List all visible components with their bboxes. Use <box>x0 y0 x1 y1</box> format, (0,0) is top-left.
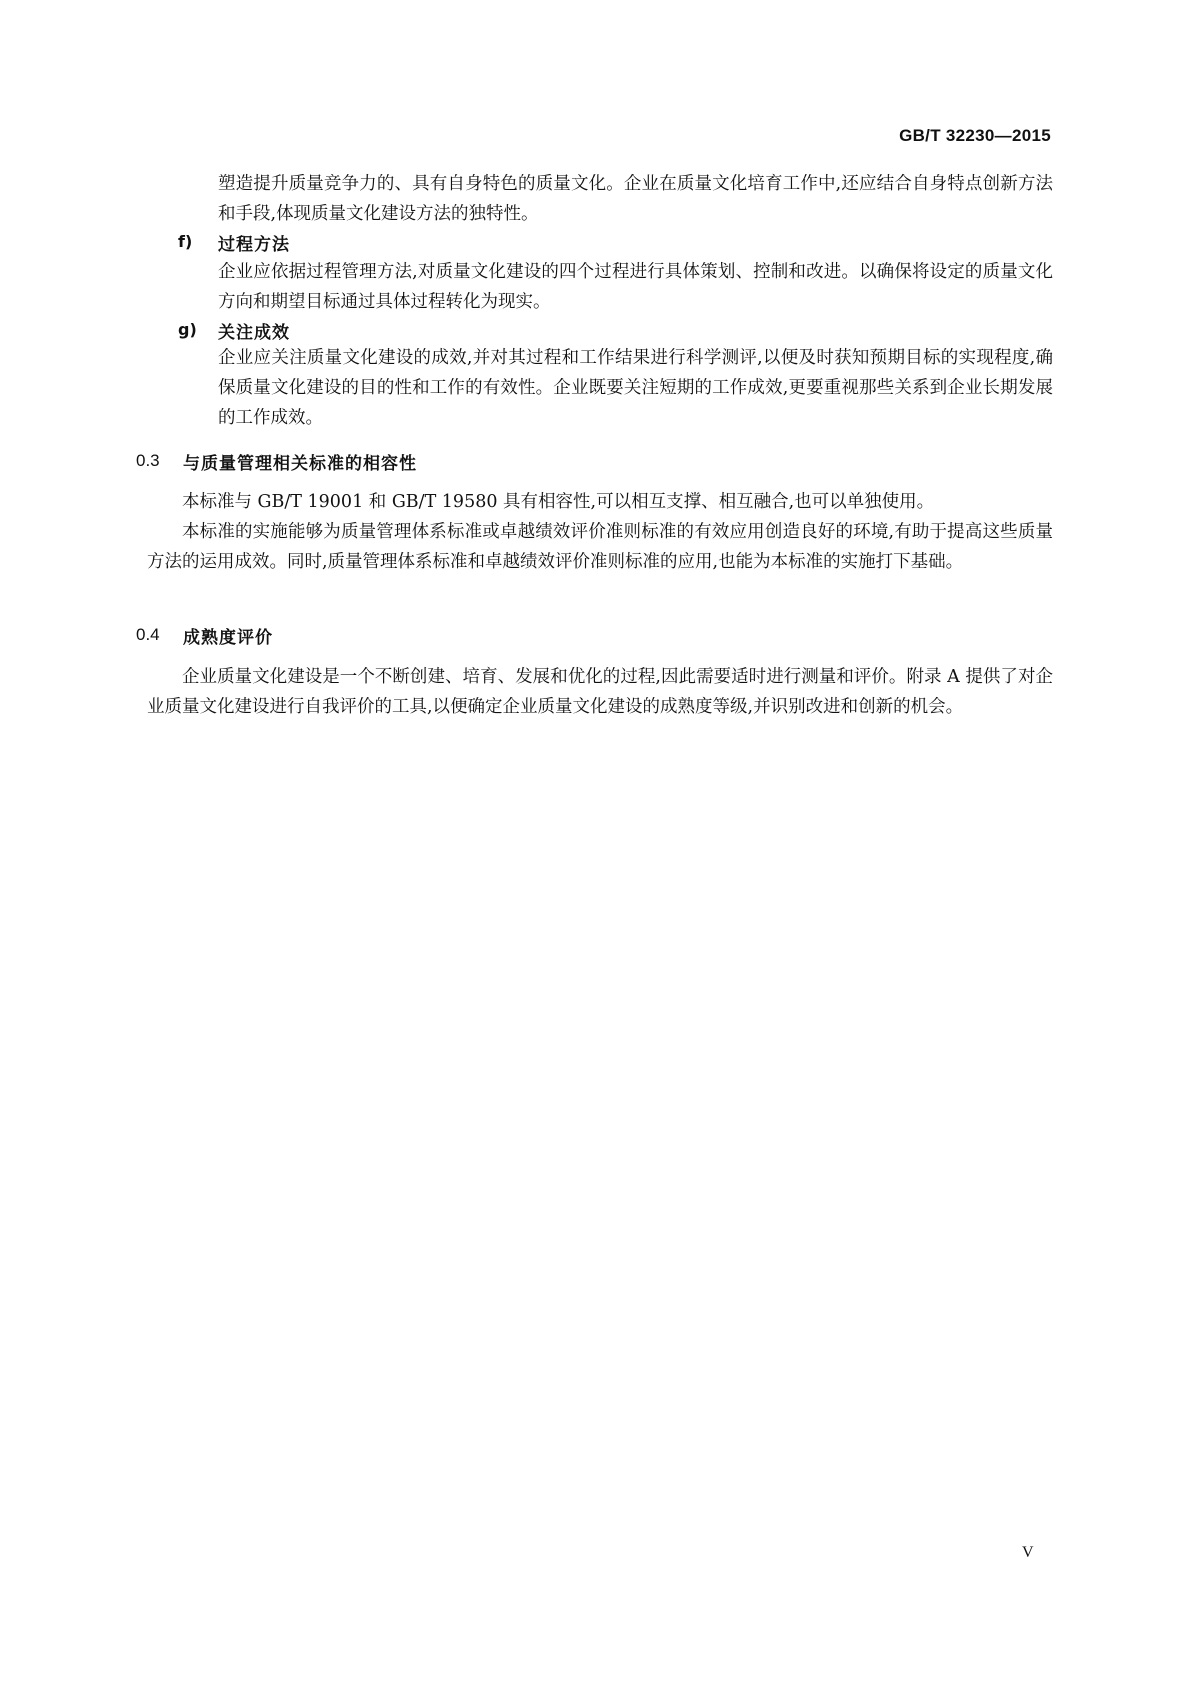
list-item-title-focus-on-results: 关注成效 <box>218 323 290 343</box>
list-item-label-f: f) <box>178 232 193 251</box>
section-0-3-paragraph-1: 本标准与 GB/T 19001 和 GB/T 19580 具有相容性,可以相互支撑、相互融合,也可以单独使用。 <box>182 492 935 512</box>
section-title-compatibility: 与质量管理相关标准的相容性 <box>183 454 417 474</box>
list-item-text-process-approach: 企业应依据过程管理方法,对质量文化建设的四个过程进行具体策划、控制和改进。以确保将设定的质量文化方向和期望目标通过具体过程转化为现实。 <box>218 262 1053 312</box>
section-0-3-paragraph-2: 本标准的实施能够为质量管理体系标准或卓越绩效评价准则标准的有效应用创造良好的环境,有助于提高这些质量方法的运用成效。同时,质量管理体系标准和卓越绩效评价准则标准的应用,也能为本标准的实施打下基础。 <box>147 522 1053 572</box>
section-title-maturity-assessment: 成熟度评价 <box>183 628 273 648</box>
list-item-text-focus-on-results: 企业应关注质量文化建设的成效,并对其过程和工作结果进行科学测评,以便及时获知预期目标的实现程度,确保质量文化建设的目的性和工作的有效性。企业既要关注短期的工作成效,更要重视那些关系到企业长期发展的工作成效。 <box>218 348 1053 428</box>
list-item-title-process-approach: 过程方法 <box>218 235 290 255</box>
continuation-paragraph: 塑造提升质量竞争力的、具有自身特色的质量文化。企业在质量文化培育工作中,还应结合自身特点创新方法和手段,体现质量文化建设方法的独特性。 <box>218 174 1053 224</box>
standard-code-header: GB/T 32230—2015 <box>899 126 1051 145</box>
section-number-0-4: 0.4 <box>136 625 160 644</box>
list-item-label-g: g) <box>178 320 197 339</box>
page-number: V <box>1022 1544 1034 1561</box>
section-number-0-3: 0.3 <box>136 451 160 470</box>
section-0-4-paragraph-1: 企业质量文化建设是一个不断创建、培育、发展和优化的过程,因此需要适时进行测量和评价。附录 A 提供了对企业质量文化建设进行自我评价的工具,以便确定企业质量文化建设的成熟度等级,并识别改进和创新的机会。 <box>147 667 1053 717</box>
